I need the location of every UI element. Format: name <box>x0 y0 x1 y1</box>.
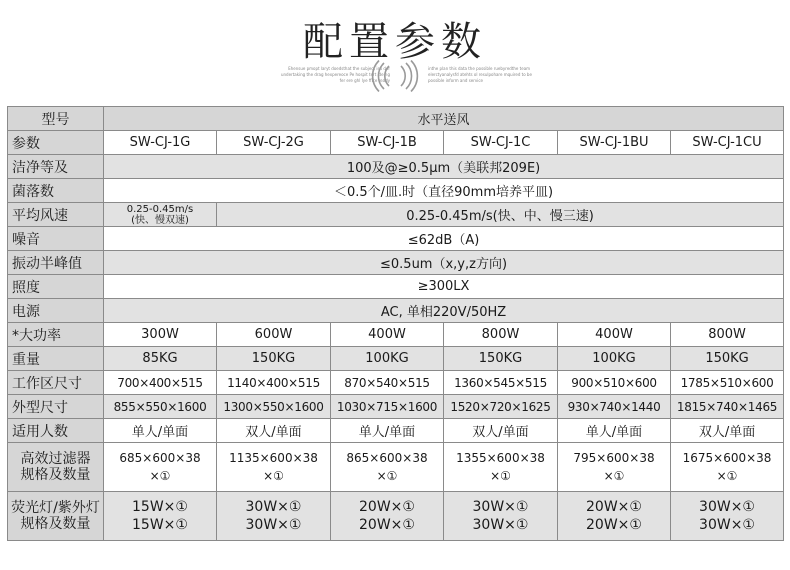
table-row <box>8 419 784 443</box>
cell-value: 100KG <box>558 347 671 371</box>
cell-value: 800W <box>444 323 558 347</box>
cell-value: 1675×600×38 ×① <box>671 443 784 492</box>
cell-value: 795×600×38 ×① <box>558 443 671 492</box>
row-label: 平均风速 <box>8 203 104 227</box>
cell-value: 600W <box>217 323 331 347</box>
model-name: SW-CJ-1CU <box>671 131 784 155</box>
cell-value: ＜0.5个/皿.时（直径90mm培养平皿) <box>104 179 784 203</box>
cell-value: 1300×550×1600 <box>217 395 331 419</box>
cell-value: 1520×720×1625 <box>444 395 558 419</box>
row-label: *大功率 <box>8 323 104 347</box>
cell-value: 20W×① 20W×① <box>558 492 671 541</box>
cell-value: 20W×① 20W×① <box>331 492 444 541</box>
row-label: 洁净等及 <box>8 155 104 179</box>
group-header: 水平送风 <box>104 107 784 131</box>
row-label: 适用人数 <box>8 419 104 443</box>
tagline-left: Ehensue pmopt laryt doedsthat the subject isu der undertaking the drag hexpereoce Pe hospit tert ide ng fer ere ghl lye fflce ready <box>280 66 390 83</box>
table-row <box>8 443 784 492</box>
table-row <box>8 251 784 275</box>
cell-value: 1355×600×38 ×① <box>444 443 558 492</box>
cell-value <box>104 203 217 227</box>
cell-value: 单人/单面 <box>331 419 444 443</box>
cell-value: 1140×400×515 <box>217 371 331 395</box>
model-label: 型号 <box>8 107 104 131</box>
row-label: 照度 <box>8 275 104 299</box>
tagline-right: inthe plan this data the possible ruebyredthe team elerctyanalysfd atehts ol resulpohare mquired to be possible inform and service <box>428 66 532 83</box>
cell-value: 30W×① 30W×① <box>671 492 784 541</box>
cell-value: 930×740×1440 <box>558 395 671 419</box>
cell-value: 100KG <box>331 347 444 371</box>
table-row <box>8 155 784 179</box>
model-name: SW-CJ-2G <box>217 131 331 155</box>
spec-table <box>7 106 784 541</box>
model-name: SW-CJ-1C <box>444 131 558 155</box>
cell-value: 1030×715×1600 <box>331 395 444 419</box>
cell-value: ≤62dB（A) <box>104 227 784 251</box>
table-row <box>8 179 784 203</box>
cell-value: 100及@≥0.5μm（美联邦209E) <box>104 155 784 179</box>
row-label: 电源 <box>8 299 104 323</box>
cell-value: 1785×510×600 <box>671 371 784 395</box>
cell-value: 1135×600×38 ×① <box>217 443 331 492</box>
cell-value: 单人/单面 <box>558 419 671 443</box>
table-row <box>8 371 784 395</box>
cell-value: 双人/单面 <box>217 419 331 443</box>
table-row <box>8 395 784 419</box>
sound-wave-icon <box>369 60 421 92</box>
table-row <box>8 275 784 299</box>
table-row <box>8 323 784 347</box>
row-label: 高效过滤器 规格及数量 <box>8 443 104 492</box>
cell-value: 855×550×1600 <box>104 395 217 419</box>
airspeed-dual-note: (快、慢双速) <box>131 214 189 226</box>
cell-value: 700×400×515 <box>104 371 217 395</box>
cell-value: 800W <box>671 323 784 347</box>
table-row <box>8 347 784 371</box>
cell-value: 400W <box>558 323 671 347</box>
cell-value: 400W <box>331 323 444 347</box>
table-row <box>8 492 784 541</box>
cell-value: 300W <box>104 323 217 347</box>
cell-value: ≥300LX <box>104 275 784 299</box>
table-row <box>8 107 784 131</box>
cell-value: 900×510×600 <box>558 371 671 395</box>
param-label: 参数 <box>8 131 104 155</box>
table-row <box>8 299 784 323</box>
table-row <box>8 203 784 227</box>
cell-value: 双人/单面 <box>671 419 784 443</box>
cell-value: 15W×① 15W×① <box>104 492 217 541</box>
airspeed-dual: 0.25-0.45m/s <box>126 203 194 215</box>
row-label: 外型尺寸 <box>8 395 104 419</box>
cell-value: 150KG <box>671 347 784 371</box>
cell-value: 30W×① 30W×① <box>217 492 331 541</box>
table-row <box>8 227 784 251</box>
cell-value: 865×600×38 ×① <box>331 443 444 492</box>
model-name: SW-CJ-1G <box>104 131 217 155</box>
cell-value: 30W×① 30W×① <box>444 492 558 541</box>
cell-value: 685×600×38 ×① <box>104 443 217 492</box>
model-name: SW-CJ-1BU <box>558 131 671 155</box>
page-title: 配置参数 <box>303 19 487 65</box>
table-row <box>8 131 784 155</box>
row-label: 荧光灯/紫外灯 规格及数量 <box>8 492 104 541</box>
row-label: 重量 <box>8 347 104 371</box>
cell-value: 双人/单面 <box>444 419 558 443</box>
row-label: 工作区尺寸 <box>8 371 104 395</box>
cell-value: 单人/单面 <box>104 419 217 443</box>
row-label: 菌落数 <box>8 179 104 203</box>
cell-value: 1815×740×1465 <box>671 395 784 419</box>
cell-value: 870×540×515 <box>331 371 444 395</box>
cell-value: AC, 单相220V/50HZ <box>104 299 784 323</box>
row-label: 噪音 <box>8 227 104 251</box>
cell-value: 85KG <box>104 347 217 371</box>
row-label: 振动半峰值 <box>8 251 104 275</box>
cell-value: ≤0.5um（x,y,z方向) <box>104 251 784 275</box>
cell-value: 150KG <box>444 347 558 371</box>
model-name: SW-CJ-1B <box>331 131 444 155</box>
cell-value: 150KG <box>217 347 331 371</box>
cell-value: 0.25-0.45m/s(快、中、慢三速) <box>217 203 784 227</box>
cell-value: 1360×545×515 <box>444 371 558 395</box>
